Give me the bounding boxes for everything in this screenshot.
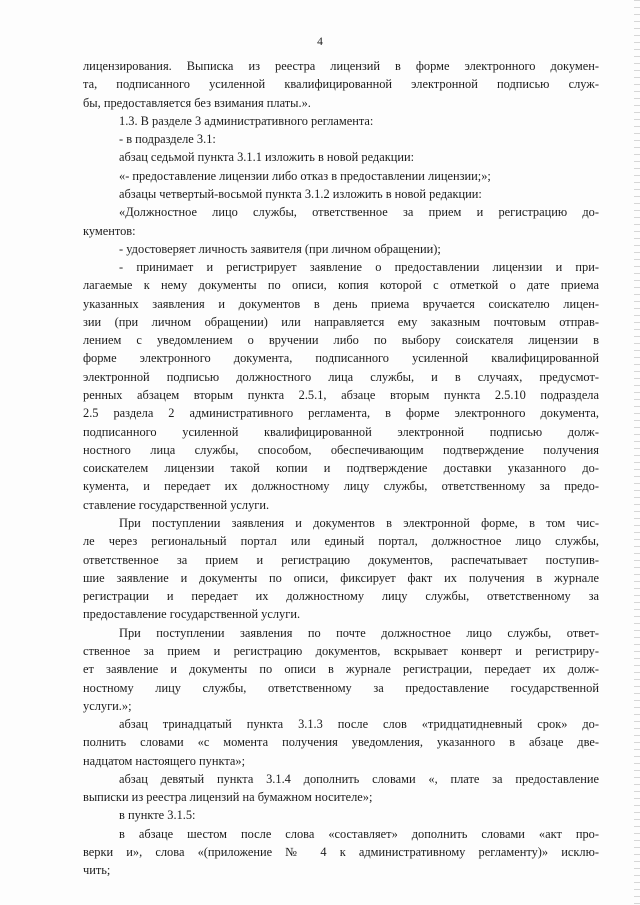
text-line: лицензирования. Выписка из реестра лицензий в форме электронного докумен- [83, 59, 599, 73]
text-line: зии (при личном обращении) или направляется ему заказным почтовым отправ- [83, 314, 599, 329]
text-line: кумента, и передает их должностному лицу службы, ответственному за предо- [83, 479, 599, 494]
text-line: в пункте 3.1.5: [119, 808, 196, 823]
text-line: указанных заявления и документов в день приема вручается соискателю лицен- [83, 296, 599, 311]
text-line: - принимает и регистрирует заявление о предоставлении лицензии и при- [119, 260, 599, 275]
text-line: подписанного усиленной квалифицированной электронной подписью долж- [83, 424, 599, 439]
text-line: надцатом настоящего пункта»; [83, 753, 246, 768]
text-line: шие заявление и документы по описи, фиксирует факт их получения в журнале [83, 570, 599, 585]
text-line: ответственное за прием и регистрацию документов, распечатывает поступив- [83, 552, 599, 567]
text-line: При поступлении заявления и документов в электронной форме, в том чис- [119, 516, 599, 530]
text-line: та, подписанного усиленной квалифицированной электронной подписью служ- [83, 77, 599, 92]
text-line: бы, предоставляется без взимания платы.». [83, 95, 311, 110]
text-line: ет заявление и документы по описи в журнале регистрации, передает их долж- [83, 662, 599, 677]
text-line: услуги.»; [83, 698, 132, 713]
text-line: ле через региональный портал или единый портал, должностное лицо службы, [83, 534, 599, 549]
text-line: абзац седьмой пункта 3.1.1 изложить в новой редакции: [119, 150, 415, 165]
text-line: ностному лицу службы, ответственному за предоставление государственной [83, 680, 599, 695]
text-line: абзац тринадцатый пункта 3.1.3 после слов «тридцатидневный срок» до- [119, 717, 599, 732]
text-line: 2.5 раздела 2 административного регламента, в форме электронного документа, [83, 406, 599, 421]
text-line: форме электронного документа, подписанного усиленной квалифицированной [83, 351, 599, 366]
text-line: лагаемые к нему документы по описи, копия которой с отметкой о дате приема [83, 278, 599, 293]
text-line: лением с уведомлением о вручении либо по выбору соискателя лицензии в [83, 333, 599, 348]
text-line: 1.3. В разделе 3 административного регламента: [119, 113, 374, 128]
text-line: ренных абзацем вторым пункта 2.5.1, абзаце вторым пункта 2.5.10 подраздела [83, 388, 599, 403]
scan-edge-artifact [634, 0, 640, 905]
text-line: При поступлении заявления по почте должностное лицо службы, ответ- [119, 625, 599, 640]
text-line: регистрации и передает их должностному лицу службы, ответственному за [83, 589, 599, 604]
text-line: выписки из реестра лицензий на бумажном носителе»; [83, 790, 373, 805]
text-line: полнить словами «с момента получения уведомления, указанного в абзаце две- [83, 735, 599, 750]
text-line: электронной подписью должностного лица службы, и в случаях, предусмот- [83, 369, 599, 384]
page-number: 4 [317, 36, 323, 48]
text-line: абзац девятый пункта 3.1.4 дополнить словами «, плате за предоставление [119, 771, 599, 786]
text-line: предоставление государственной услуги. [83, 607, 301, 622]
text-line: «- предоставление лицензии либо отказ в предоставлении лицензии;»; [119, 168, 491, 183]
text-line: кументов: [83, 223, 136, 238]
text-line: соискателем лицензии такой копии и подтверждение доставки указанного до- [83, 461, 599, 476]
text-line: чить; [83, 863, 111, 878]
text-line: «Должностное лицо службы, ответственное за прием и регистрацию до- [119, 205, 599, 220]
text-line: верки и», слова «(приложение № 4 к административному регламенту)» исклю- [83, 845, 599, 860]
text-line: - удостоверяет личность заявителя (при личном обращении); [119, 241, 441, 256]
text-line: ностного лица службы, способом, обеспечивающим подтверждение получения [83, 442, 599, 457]
text-line: ставление государственной услуги. [83, 497, 270, 512]
text-line: абзацы четвертый-восьмой пункта 3.1.2 изложить в новой редакции: [119, 186, 482, 201]
text-line: ственное за прием и регистрацию документов, вскрывает конверт и регистриру- [83, 643, 599, 658]
text-line: в абзаце шестом после слова «составляет» дополнить словами «акт про- [119, 826, 599, 841]
text-line: - в подразделе 3.1: [119, 132, 216, 147]
